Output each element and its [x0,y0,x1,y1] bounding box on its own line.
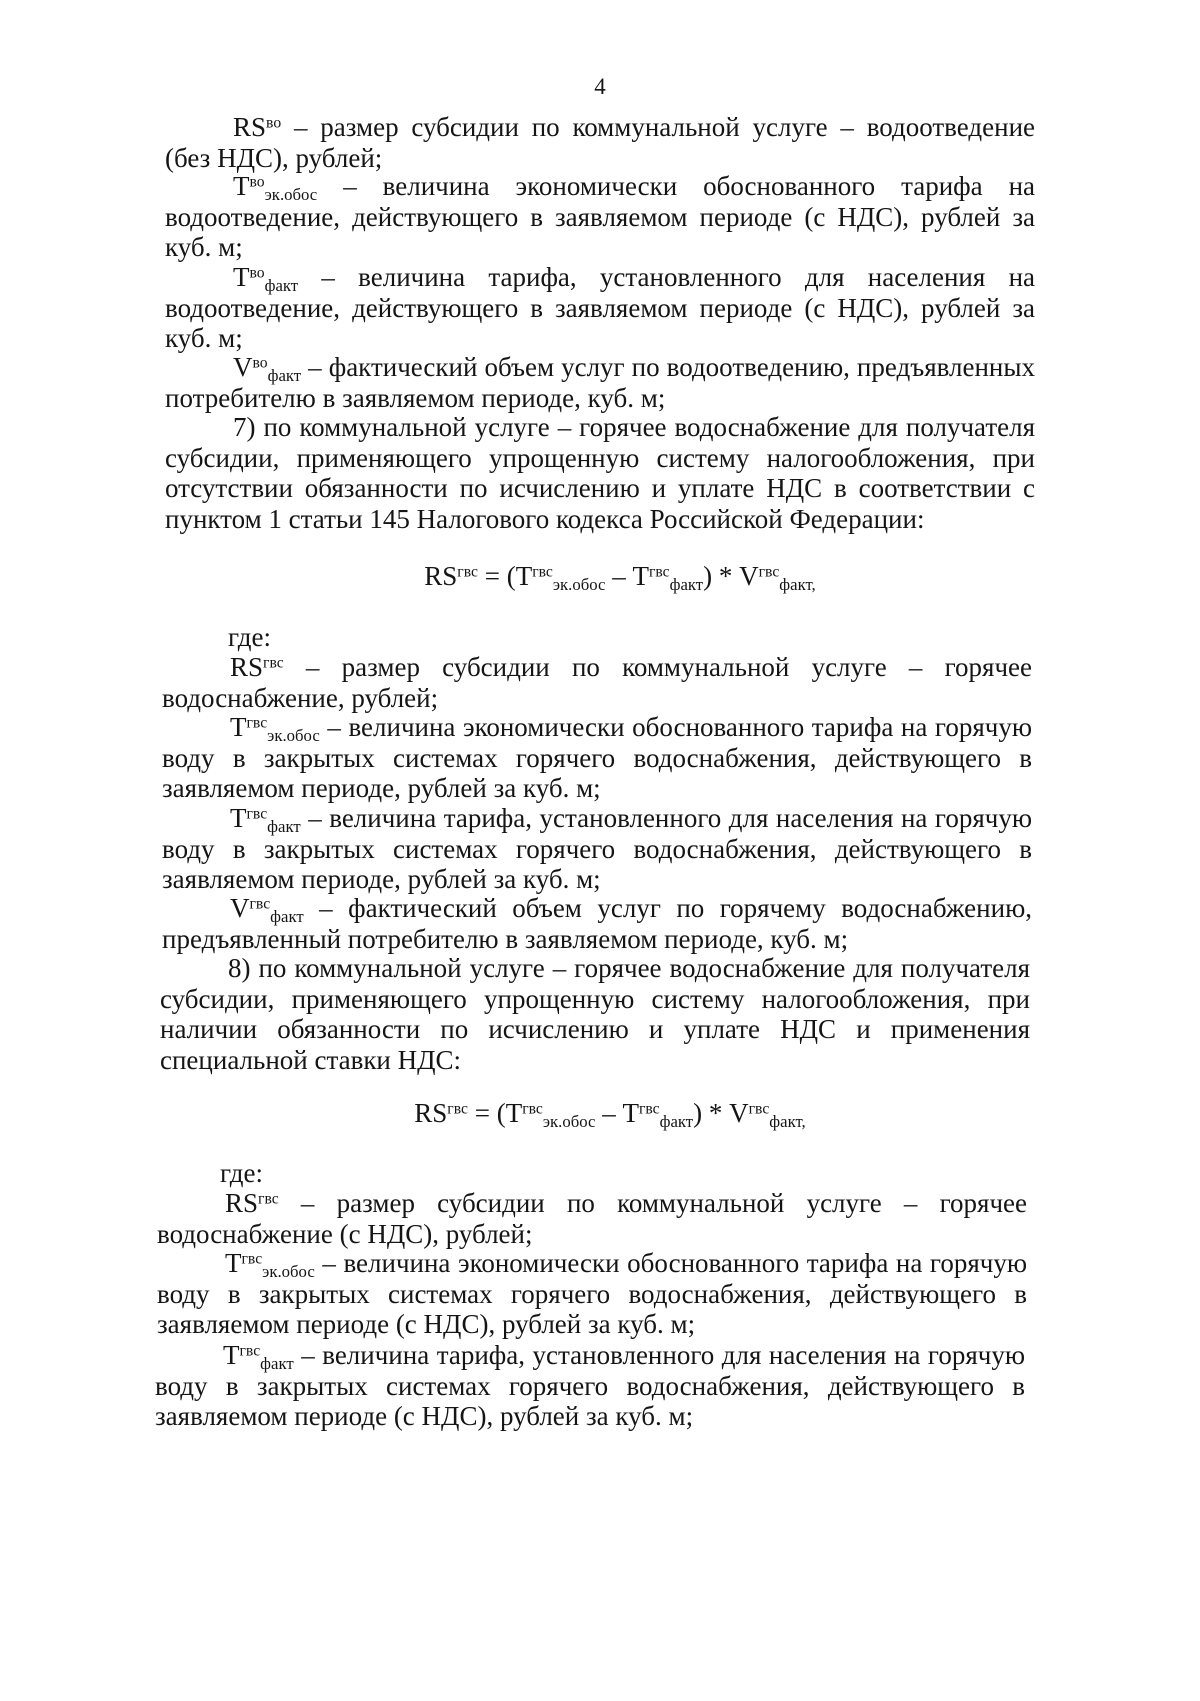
definition-t-vo-ek [165,171,1035,263]
symbol-sup-vo: во [249,173,265,191]
symbol-sup-gvs: гвс [648,563,670,581]
symbol-v: V [739,561,759,591]
symbol-sup-vo: во [249,264,265,282]
definition-t-gvs-fakt-7 [162,803,1032,895]
formula-minus: – [605,561,633,591]
where-label: где: [220,1158,263,1188]
formula-equals: = ( [477,561,516,591]
definition-t-gvs-ek-7 [162,712,1032,804]
symbol-sub-fakt: факт, [769,1112,806,1132]
page-number: 4 [594,74,606,99]
formula-equals: = ( [467,1098,506,1128]
symbol-sup-gvs: гвс [638,1100,660,1118]
definition-rs-vo [165,112,1035,173]
definition-text: – величина тарифа, установленного для населения на горячую воду в закрытых системах горячего водоснабжения, действующего в заявляемом периоде, рублей за куб. м; [162,803,1032,894]
definition-text: – фактический объем услуг по горячему водоснабжению, предъявленный потребителю в заявляемом периоде, куб. м; [162,893,1032,954]
symbol-t: T [230,712,247,742]
symbol-sub-fakt: факт, [779,575,816,595]
symbol-v: V [233,352,253,382]
symbol-sup-gvs: гвс [522,1100,543,1118]
definition-t-gvs-ek-8 [157,1248,1027,1340]
symbol-sub-ek-obos: эк.обос [267,726,320,746]
formula-close: ) * [703,561,740,591]
definition-rs-gvs-7 [162,652,1032,713]
symbol-sub-ek-obos: эк.обос [262,1262,315,1282]
symbol-t: T [233,171,250,201]
definition-v-gvs-fakt-7 [162,893,1032,954]
symbol-sub-ek-obos: эк.обос [264,185,318,205]
formula-item-7 [0,560,1200,595]
symbol-sup-vo: во [266,114,282,132]
symbol-sub-fakt: факт [659,1112,694,1132]
formula-item-8 [0,1097,1200,1132]
symbol-sub-fakt: факт [267,817,301,837]
symbol-sub-fakt: факт [264,276,299,296]
item-8-text: 8) по коммунальной услуге – горячее водоснабжение для получателя субсидии, применяющего упрощенную систему налогообложения, при наличии обязанности по исчислению и уплате НДС и применения специальной ставки НДС: [160,953,1030,1075]
definition-text: – величина экономически обоснованного тарифа на горячую воду в закрытых системах горячего водоснабжения, действующего в заявляемом периоде (с НДС), рублей за куб. м; [157,1248,1027,1339]
symbol-sup-gvs: гвс [532,563,553,581]
symbol-sub-fakt: факт [270,907,304,927]
symbol-rs: RS [414,1098,448,1128]
symbol-sup-gvs: гвс [758,563,780,581]
symbol-sup-gvs: гвс [246,805,268,823]
symbol-t: T [233,262,250,292]
symbol-t: T [515,561,533,591]
symbol-sup-vo: во [252,354,268,372]
definition-v-vo-fakt [165,352,1035,413]
symbol-sub-fakt: факт [260,1354,294,1374]
symbol-sub-ek-obos: эк.обос [552,575,606,595]
definition-rs-gvs-8 [157,1188,1027,1249]
symbol-sub-fakt: факт [669,575,704,595]
symbol-v: V [230,893,250,923]
symbol-t: T [230,803,247,833]
symbol-sup-gvs: гвс [249,895,271,913]
definition-text: – размер субсидии по коммунальной услуге – водоотведение (без НДС), рублей; [165,112,1036,173]
symbol-sup-gvs: гвс [457,563,478,581]
symbol-sup-gvs: гвс [239,1342,261,1360]
definition-text: – размер субсидии по коммунальной услуге – горячее водоснабжение (с НДС), рублей; [157,1188,1028,1249]
symbol-t: T [622,1098,639,1128]
symbol-rs: RS [424,561,458,591]
symbol-v: V [729,1098,749,1128]
symbol-sup-gvs: гвс [246,714,268,732]
symbol-sup-gvs: гвс [241,1250,263,1268]
item-8-paragraph [160,953,1030,1075]
where-label: где: [228,622,271,652]
definition-text: – величина экономически обоснованного тарифа на водоотведение, действующего в заявляемом периоде (с НДС), рублей за куб. м; [165,171,1036,262]
definition-t-vo-fakt [165,262,1035,354]
symbol-sub-fakt: факт [267,366,302,386]
symbol-t: T [505,1098,523,1128]
item-7-text: 7) по коммунальной услуге – горячее водоснабжение для получателя субсидии, применяющего упрощенную систему налогообложения, при отсутствии обязанности по исчислению и уплате НДС в соответствии с пунктом 1 статьи 145 Налогового кодекса Российской Федерации: [165,412,1035,534]
symbol-rs: RS [233,112,267,142]
definition-text: – размер субсидии по коммунальной услуге – горячее водоснабжение, рублей; [162,652,1033,713]
definition-text: – фактический объем услуг по водоотведению, предъявленных потребителю в заявляемом периоде, куб. м; [165,352,1035,413]
symbol-t: T [223,1340,240,1370]
formula-close: ) * [693,1098,730,1128]
symbol-sup-gvs: гвс [263,654,284,672]
definition-text: – величина экономически обоснованного тарифа на горячую воду в закрытых системах горячего водоснабжения, действующего в заявляемом периоде, рублей за куб. м; [162,712,1032,803]
definition-text: – величина тарифа, установленного для населения на водоотведение, действующего в заявляемом периоде (с НДС), рублей за куб. м; [165,262,1035,353]
item-7-paragraph [165,412,1035,534]
symbol-sup-gvs: гвс [447,1100,468,1118]
symbol-sup-gvs: гвс [258,1190,279,1208]
formula-minus: – [595,1098,623,1128]
symbol-rs: RS [225,1188,259,1218]
symbol-t: T [225,1248,242,1278]
symbol-rs: RS [230,652,264,682]
symbol-t: T [632,561,649,591]
definition-text: – величина тарифа, установленного для населения на горячую воду в закрытых системах горячего водоснабжения, действующего в заявляемом периоде (с НДС), рублей за куб. м; [155,1340,1025,1431]
symbol-sub-ek-obos: эк.обос [542,1112,596,1132]
definition-t-gvs-fakt-8 [155,1340,1025,1432]
symbol-sup-gvs: гвс [748,1100,770,1118]
